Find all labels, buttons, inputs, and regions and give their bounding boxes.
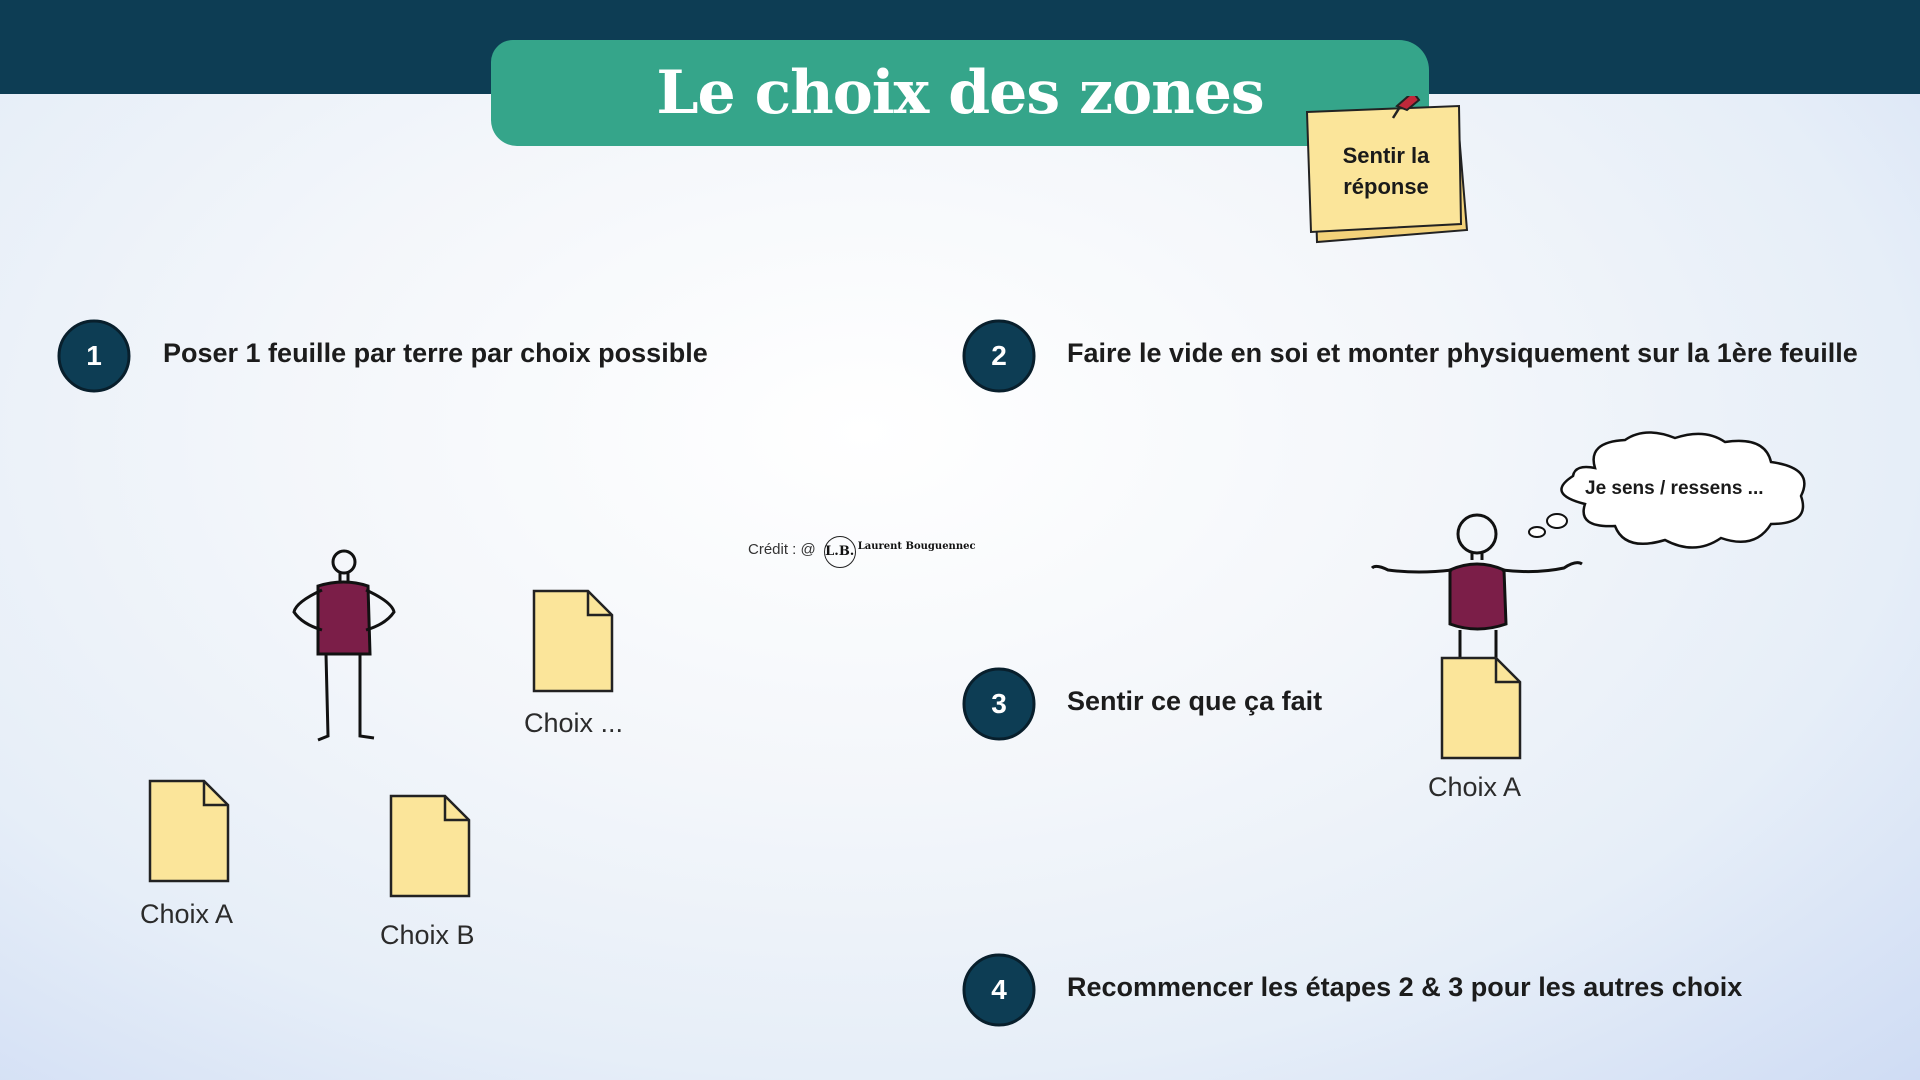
author-logo [822,532,976,566]
step-1-text: Poser 1 feuille par terre par choix possible [163,338,708,368]
sheet-right-a-icon [1440,656,1522,760]
person-hands-on-hips-icon [288,540,408,746]
sheet-right-a-label: Choix A [1428,772,1522,802]
logo-name: Laurent Bouguennec [857,541,976,552]
step-4-number: 4 [991,974,1007,1005]
step-2-text: Faire le vide en soi et monter physiquement sur la 1ère feuille [1067,338,1858,368]
credit [748,536,976,562]
step-4-badge [961,952,1037,1028]
step-3-number: 3 [991,688,1007,719]
sheet-a-label: Choix A [140,899,234,929]
sheet-b-label: Choix B [380,920,475,950]
step-2-number: 2 [991,340,1007,371]
thought-text: Je sens / ressens ... [1585,478,1764,499]
sheet-more-icon [532,589,614,693]
title-banner [491,40,1429,146]
step-3-text: Sentir ce que ça fait [1067,686,1323,716]
logo-initials: L.B. [824,536,856,568]
sheet-more-label: Choix ... [524,708,624,738]
page-title: Le choix des zones [656,58,1264,128]
sheet-b-icon [389,794,471,898]
sticky-note-text: Sentir la réponse [1342,143,1430,199]
step-3-badge [961,666,1037,742]
sheet-a-icon [148,779,230,883]
step-1-number: 1 [86,340,102,371]
credit-label: Crédit : @ [748,540,816,558]
step-4-text: Recommencer les étapes 2 & 3 pour les autres choix [1067,972,1743,1002]
step-1-badge [56,318,132,394]
step-2-badge [961,318,1037,394]
sticky-note [1303,96,1473,246]
